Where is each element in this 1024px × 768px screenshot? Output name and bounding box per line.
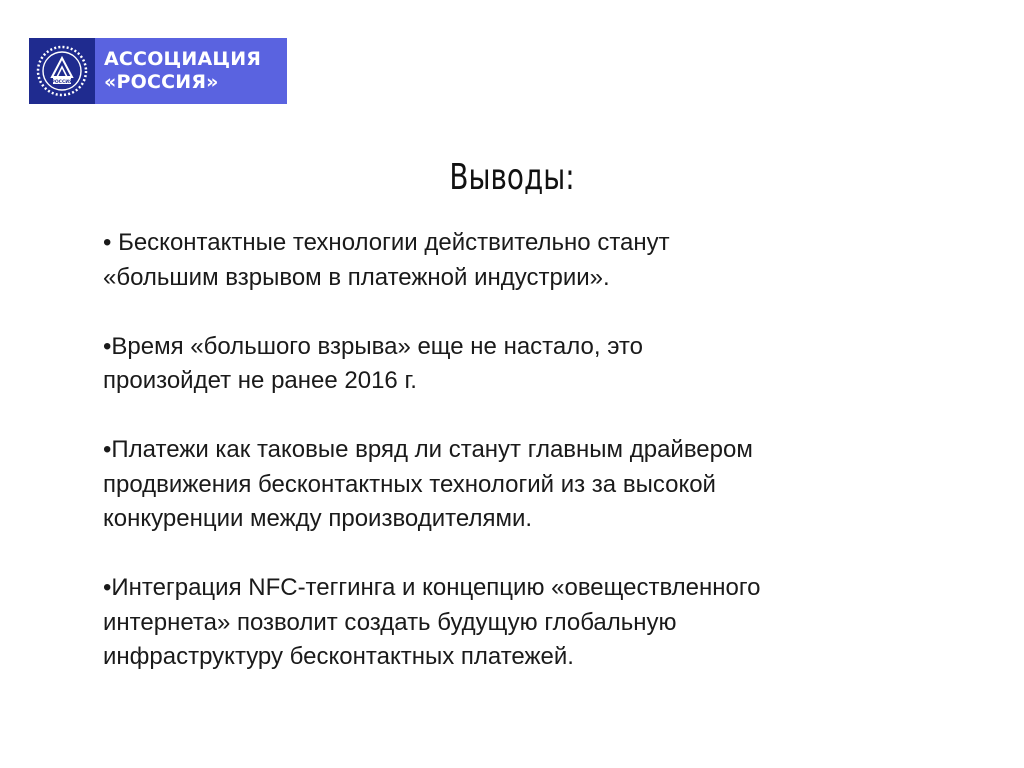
- logo-line-2: «РОССИЯ»: [104, 71, 219, 93]
- bullet-line: интернета» позволит создать будущую глобальную: [103, 608, 677, 636]
- bullet-line: •Время «большого взрыва» еще не настало, это: [103, 332, 643, 360]
- logo-line-1: АССОЦИАЦИЯ: [104, 48, 262, 70]
- bullet-line: «большим взрывом в платежной индустрии».: [103, 263, 610, 291]
- bullet-item: [103, 571, 963, 675]
- bullet-line: конкуренции между производителями.: [103, 505, 533, 532]
- emblem-label: РОССИЯ: [51, 80, 73, 85]
- bullet-item: [103, 433, 963, 537]
- bullet-line: •Платежи как таковые вряд ли станут главным драйвером: [103, 436, 753, 463]
- bullet-item: [103, 330, 963, 399]
- bullet-line: инфраструктуру бесконтактных платежей.: [103, 643, 574, 670]
- logo-wordmark: [95, 38, 287, 104]
- association-emblem-icon: [29, 38, 95, 104]
- association-logo: [29, 38, 287, 104]
- bullet-line: продвижения бесконтактных технологий из за высокой: [103, 470, 716, 498]
- bullet-line: •Интеграция NFC-теггинга и концепцию «овеществленного: [103, 574, 761, 601]
- bullet-item: [103, 226, 963, 295]
- bullet-line: произойдет не ранее 2016 г.: [103, 367, 417, 394]
- slide-title: Выводы:: [449, 157, 575, 198]
- bullet-list: [103, 226, 963, 675]
- bullet-line: • Бесконтактные технологии действительно станут: [103, 229, 670, 256]
